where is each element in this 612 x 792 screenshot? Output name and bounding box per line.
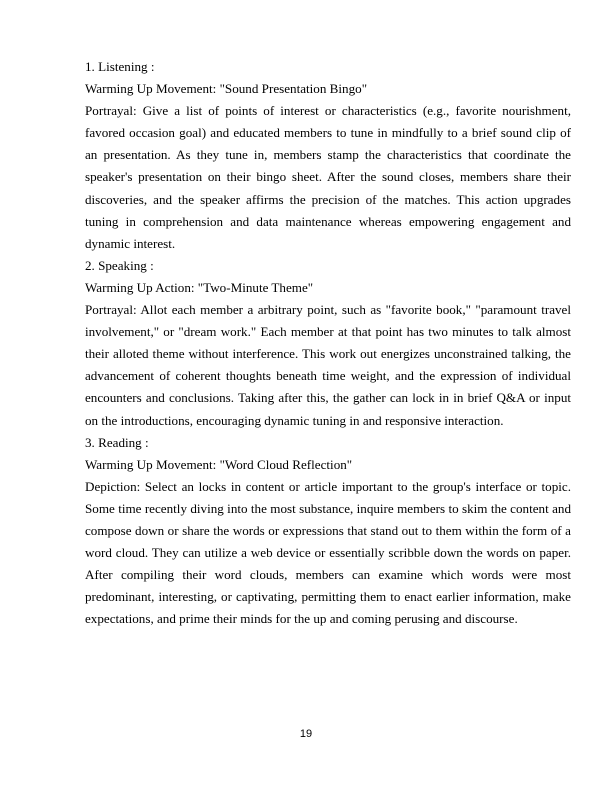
- activity-title: Warming Up Action: "Two-Minute Theme": [85, 279, 314, 295]
- section-body: Portrayal: Give a list of points of interest or characteristics (e.g., favorite nourishment, favored occasion goal) and educated members to tune in mindfully to a brief sound clip of an presentation. As they tune in, members stamp the characteristics that coordinate the speaker's presentation on their bingo sheet. After the sound closes, members share their discoveries, and the speaker affirms the precision of the matches. This action upgrades tuning in comprehension and data maintenance whereas empowering engagement and dynamic interest.: [85, 103, 571, 251]
- section-speaking: [85, 255, 571, 432]
- section-heading: 3. Reading :: [85, 434, 149, 450]
- activity-title: Warming Up Movement: "Sound Presentation Bingo": [85, 81, 368, 97]
- section-listening: [85, 56, 571, 255]
- document-page: [85, 56, 571, 630]
- page-number: 19: [299, 728, 313, 740]
- activity-title: Warming Up Movement: "Word Cloud Reflection": [85, 456, 353, 472]
- section-heading: 2. Speaking :: [85, 257, 154, 273]
- section-reading: [85, 432, 571, 631]
- section-body: Depiction: Select an locks in content or article important to the group's interface or topic. Some time recently diving into the most substance, inquire members to skim the content and compose down or share the words or expressions that stand out to them within the form of a word cloud. They can utilize a web device or essentially scribble down the words on paper. After compiling their word clouds, members can examine which words were most predominant, interesting, or captivating, permitting them to enact earlier information, make expectations, and prime their minds for the up and coming perusing and discourse.: [85, 478, 571, 627]
- section-body: Portrayal: Allot each member a arbitrary point, such as "favorite book," "paramount travel involvement," or "dream work." Each member at that point has two minutes to talk almost their alloted theme without interference. This work out energizes unconstrained talking, the advancement of coherent thoughts beneath time weight, and the expression of individual encounters and conclusions. Taking after this, the gather can lock in in brief Q&A or input on the introductions, encouraging dynamic tuning in and responsive interaction.: [85, 302, 571, 428]
- section-heading: 1. Listening :: [85, 59, 155, 74]
